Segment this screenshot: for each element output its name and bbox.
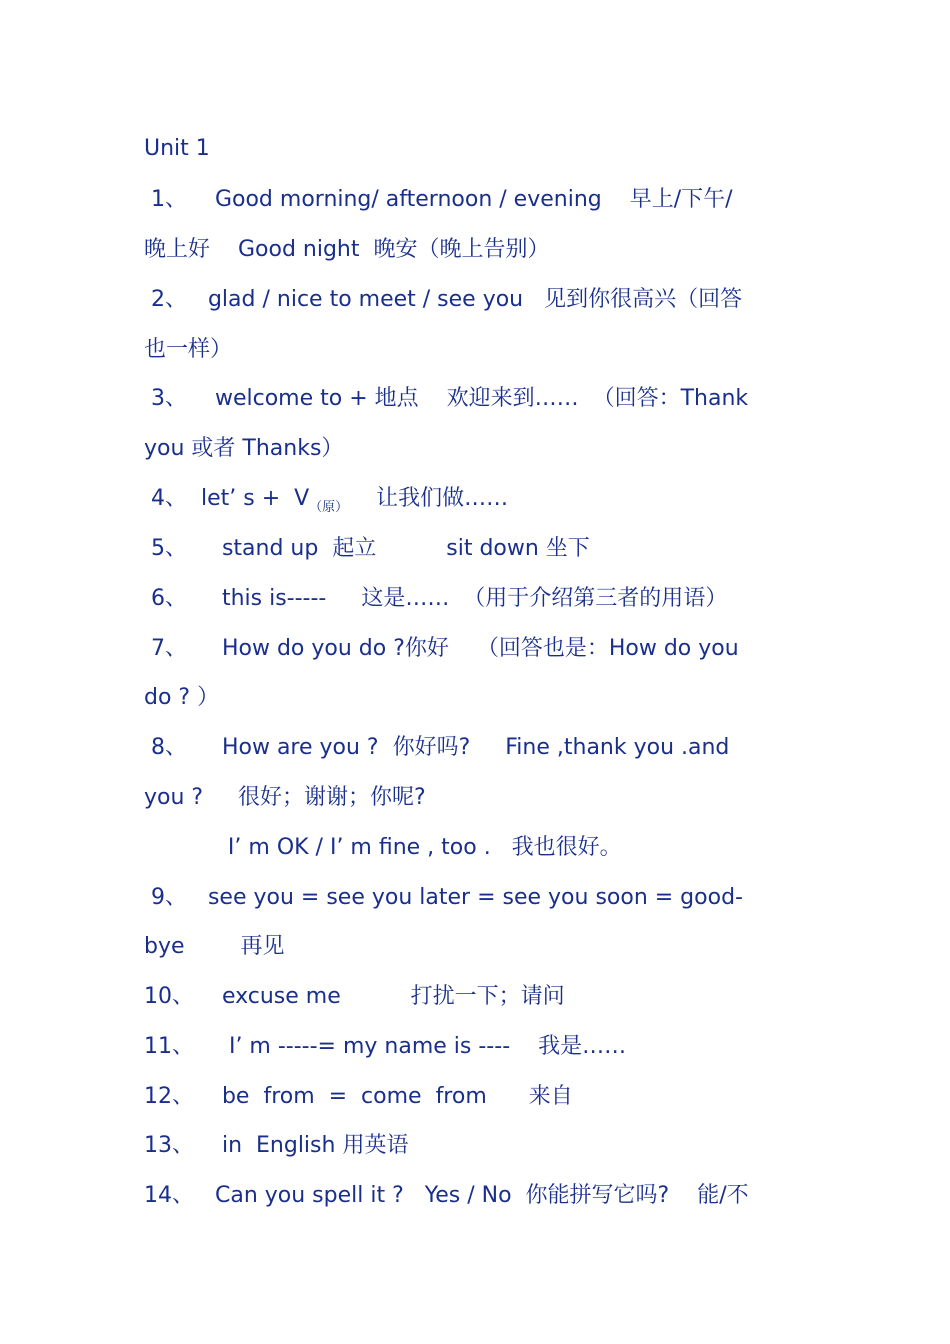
line-4-subscript: （原）: [309, 500, 349, 515]
line-7a: 7、 How do you do ?你好 （回答也是：How do you: [144, 636, 739, 661]
line-9b: bye 再见: [144, 934, 285, 959]
line-6: 6、 this is----- 这是…… （用于介绍第三者的用语）: [144, 586, 728, 611]
unit-title: Unit 1: [144, 136, 210, 161]
line-2b: 也一样）: [144, 337, 233, 362]
line-4-main: 4、 let’ s + V: [144, 486, 310, 511]
line-1b: 晚上好 Good night 晚安（晚上告别）: [144, 237, 550, 262]
line-8a: 8、 How are you ? 你好吗? Fine ,thank you .and: [144, 735, 730, 760]
line-1a: 1、 Good morning/ afternoon / evening 早上/下午/: [144, 187, 733, 212]
line-3a: 3、 welcome to + 地点 欢迎来到…… （回答：Thank: [144, 386, 749, 411]
line-3b: you 或者 Thanks）: [144, 436, 344, 461]
line-13: 13、 in English 用英语: [144, 1133, 409, 1158]
line-4: [144, 484, 508, 523]
line-8b: you ? 很好；谢谢；你呢?: [144, 785, 426, 810]
line-7b: do ? ）: [144, 685, 220, 710]
line-5: 5、 stand up 起立 sit down 坐下: [144, 536, 590, 561]
line-14: 14、 Can you spell it ? Yes / No 你能拼写它吗? 能/不: [144, 1183, 749, 1208]
line-10: 10、 excuse me 打扰一下；请问: [144, 984, 565, 1009]
line-4-tail: 让我们做……: [348, 486, 509, 511]
line-2a: 2、 glad / nice to meet / see you 见到你很高兴（回答: [144, 287, 743, 312]
line-12: 12、 be from = come from 来自: [144, 1084, 573, 1109]
line-9a: 9、 see you = see you later = see you soon = good-: [144, 885, 743, 910]
line-8c: I’ m OK / I’ m fine , too . 我也很好。: [144, 835, 622, 860]
line-11: 11、 I’ m -----= my name is ---- 我是……: [144, 1034, 627, 1059]
